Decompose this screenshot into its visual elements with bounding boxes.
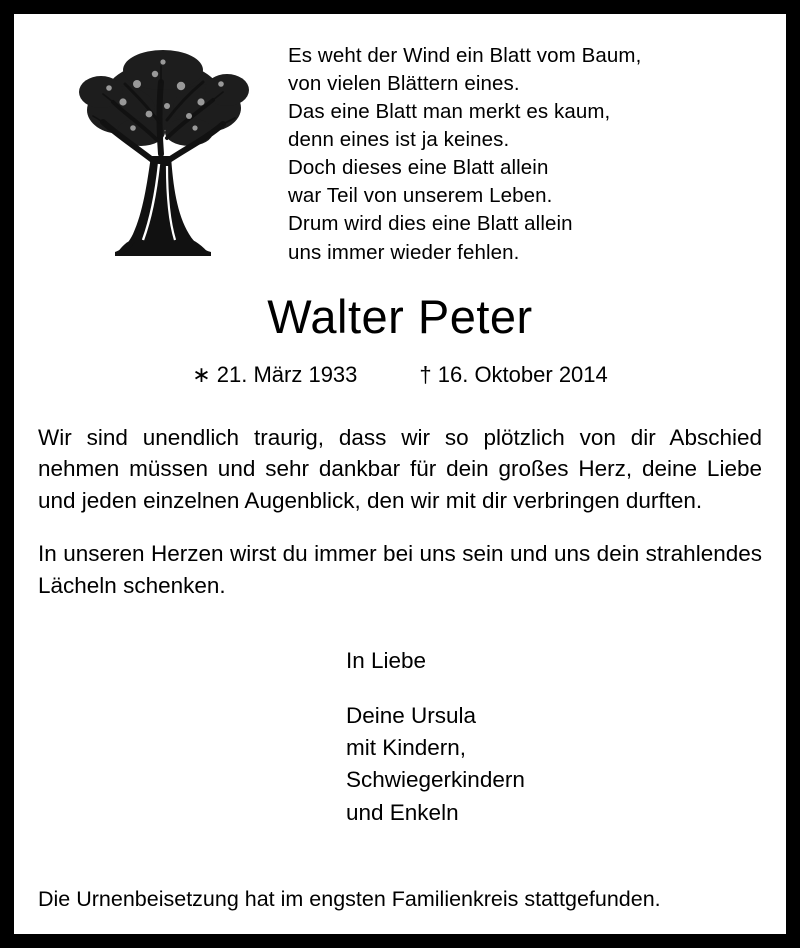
card-inner [14, 14, 786, 934]
signature-block [38, 645, 762, 829]
signature-line: mit Kindern, [346, 734, 467, 760]
signature-line: Schwiegerkindern [346, 767, 525, 793]
poem-line: von vielen Blättern eines. [288, 72, 520, 96]
poem-line: Drum wird dies eine Blatt allein [288, 212, 573, 236]
signature-line: Deine Ursula [346, 702, 477, 728]
poem-line: denn eines ist ja keines. [288, 128, 510, 152]
poem-line: Das eine Blatt man merkt es kaum, [288, 100, 611, 124]
poem-line: uns immer wieder fehlen. [288, 240, 520, 264]
memorial-text [38, 422, 762, 602]
tree-icon [63, 44, 263, 259]
header-row [38, 28, 762, 267]
memorial-paragraph: Wir sind unendlich traurig, dass wir so plötzlich von dir Abschied nehmen müssen und sehr dankbar für dein großes Herz, deine Liebe und jeden einzelnen Augenblick, den wir mit dir verbringen durften. [38, 424, 762, 513]
deceased-name: Walter Peter [267, 289, 533, 343]
closing-line: In Liebe [346, 648, 427, 674]
funeral-note: Die Urnenbeisetzung hat im engsten Familienkreis stattgefunden. [38, 887, 661, 911]
poem-block [288, 28, 762, 267]
poem-line: war Teil von unserem Leben. [288, 184, 553, 208]
tree-illustration [38, 28, 288, 259]
death-date: † 16. Oktober 2014 [419, 361, 608, 387]
memorial-paragraph: In unseren Herzen wirst du immer bei uns sein und uns dein strahlendes Lächeln schenken. [38, 541, 762, 598]
life-dates [38, 362, 762, 388]
poem-line: Es weht der Wind ein Blatt vom Baum, [288, 44, 642, 67]
signature-line: und Enkeln [346, 799, 459, 825]
poem-line: Doch dieses eine Blatt allein [288, 156, 549, 180]
birth-date: ∗ 21. März 1933 [192, 361, 358, 387]
